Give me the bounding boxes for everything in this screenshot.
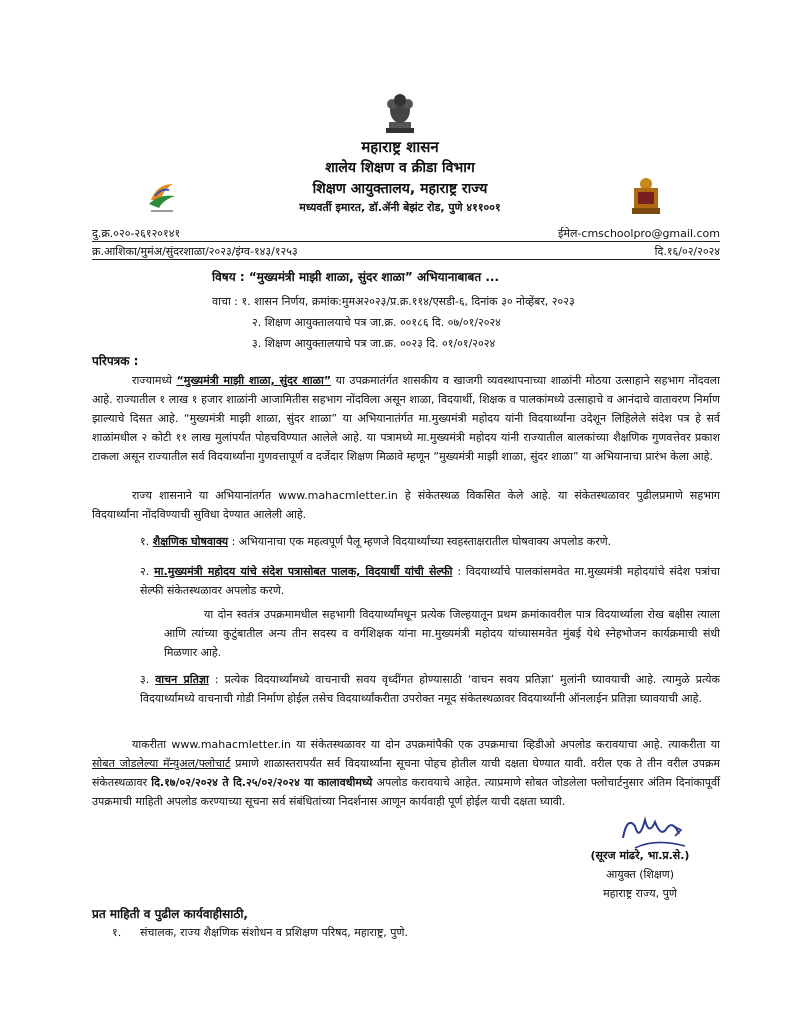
reference-1: वाचा : १. शासन निर्णय, क्रमांक:मुमअ२०२३/प्र.क्र.११४/एसडी-६, दिनांक ३० नोव्हेंबर, २०२३ bbox=[212, 295, 575, 308]
paragraph-3: या दोन स्वतंत्र उपक्रमामधील सहभागी विदयार्थ्यांमधून प्रत्येक जिल्हयातून प्रथम क्रमांकावरील पात्र विदयार्थ्याला रोख बक्षीस त्याला आणि त्यांच्या कुटुंबातील अन्य तीन सदस्य व वर्गशिक्षक यांना मा.मुख्यमंत्री महोदय यांच्यासमवेत मुंबई येथे स्नेहभोजन कार्यक्रमाची संधी मिळणार आहे. bbox=[164, 608, 720, 659]
paragraph-1: राज्यामध्ये “मुख्यमंत्री माझी शाळा, सुंदर शाळा” या उपक्रमातंर्गत शासकीय व खाजगी व्यवस्थापनाच्या शाळांनी मोठया उत्साहाने सहभाग नोंदवला आहे. राज्यातील १ लाख १ हजार शाळांनी आजामितीस सहभाग नोंदविला असून शाळा, विदयार्थी, शिक्षक व पालकांमध्ये उत्साहाचे व आनंदाचे वातावरण निर्माण झाल्याचे दिसत आहे. “मुख्यमंत्री माझी शाळा, सुंदर शाळा” या अभियानातंर्गत मा.मुख्यमंत्री महोदय यांनी विदयार्थ्यांना उदेशून लिहिलेले संदेश पत्र हे सर्व शाळांमधील २ कोटी ११ लाख मुलांपर्यंत पोहचविण्यात आलेले आहे. या पत्रामध्ये मा.मुख्यमंत्री महोदय यांनी राज्यातील बालकांच्या शैक्षणिक गुणवत्तेवर प्रकाश टाकला असून राज्यातील सर्व विदयार्थ्यांना गुणवत्तापूर्ण व दर्जेदार शिक्षण मिळावे म्हणून “मुख्यमंत्री माझी शाळा, सुंदर शाळा” या अभियानाचा प्रारंभ केला आहे. bbox=[92, 374, 720, 463]
header-email: ईमेल-cmschoolpro@gmail.com bbox=[558, 227, 720, 240]
reference-number: क्र.आशिका/मुमंअ/सुंदरशाळा/२०२३/इंग्व-१४३/१२५३ bbox=[92, 245, 298, 258]
copy-item-number: १. bbox=[112, 926, 122, 939]
copy-item-text: संचालक, राज्य शैक्षणिक संशोधन व प्रशिक्षण परिषद, महाराष्ट्र, पुणे. bbox=[140, 926, 408, 939]
header-line-3: शिक्षण आयुक्तालय, महाराष्ट्र राज्य bbox=[312, 181, 488, 197]
copy-label: प्रत माहिती व पुढील कार्यवाहीसाठी, bbox=[92, 907, 248, 921]
signatory-name: (सूरज मांढरे, भा.प्र.से.) bbox=[590, 849, 690, 862]
signatory-place: महाराष्ट्र राज्य, पुणे bbox=[603, 887, 677, 900]
header-line-2: शालेय शिक्षण व क्रीडा विभाग bbox=[325, 160, 475, 176]
header-line-1: महाराष्ट्र शासन bbox=[361, 138, 439, 156]
paragraph-4: याकरीता www.mahacmletter.in या संकेतस्थळावर या दोन उपक्रमांपैकी एक उपक्रमाचा व्हिडीओ अपलोड करावयाचा आहे. त्याकरीता या सोबत जोडलेल्या मॅन्युअल/फ्लोचार्ट प्रमाणे शाळास्तरापर्यंत सर्व विदयार्थ्यांना सूचना पोहच होतील याची दक्षता घेण्यात यावी. वरील एक ते तीन वरील उपक्रम संकेतस्थळावर दि.१७/०२/२०२४ ते दि.२५/०२/२०२४ या कालावधीमध्ये अपलोड करावयाचे आहेत. त्याप्रमाणे सोबत जोडलेला फ्लोचार्टनुसार अंतिम दिनांकापूर्वी उपक्रमाची माहिती अपलोड करण्याच्या सूचना सर्व संबंधितांच्या निदर्शनास आणून कार्यवाही पूर्ण होईल याची दक्षता घ्यावी. bbox=[92, 738, 721, 808]
national-emblem-icon bbox=[380, 92, 420, 136]
signatory-title: आयुक्त (शिक्षण) bbox=[605, 868, 675, 881]
paragraph-2: राज्य शासनाने या अभियानांतर्गत www.mahacmletter.in हे संकेतस्थळ विकसित केले आहे. या संकेतस्थळावर पुढीलप्रमाणे सहभाग विदयार्थ्यांना नोंदविण्याची सुविधा देण्यात आलेली आहे. bbox=[92, 489, 720, 521]
education-logo-icon bbox=[145, 178, 179, 216]
circular-label: परिपत्रक : bbox=[92, 354, 139, 368]
reference-2: २. शिक्षण आयुक्तालयाचे पत्र जा.क्र. ००१८६ दि. ०७/०१/२०२४ bbox=[252, 316, 501, 329]
list-item-1: १. शैक्षणिक घोषवाक्य : अभियानाचा एक महत्वपूर्ण पैलू म्हणजे विदयार्थ्यांच्या स्वहस्ताक्षरातील घोषवाक्य अपलोड करणे. bbox=[140, 535, 612, 548]
subject: विषय : “मुख्यमंत्री माझी शाळा, सुंदर शाळा” अभियानाबाबत ... bbox=[212, 270, 500, 284]
list-item-2: २. मा.मुख्यमंत्री महोदय यांचे संदेश पत्रासोबत पालक, विदयार्थी यांची सेल्फी : विदयार्थ्यांचे पालकांसमवेत मा.मुख्यमंत्री महोदयांचे संदेश पत्रांचा सेल्फी संकेतस्थळावर अपलोड करणे. bbox=[140, 565, 720, 597]
seal-logo-icon bbox=[628, 174, 664, 218]
letter-date: दि.१६/०२/२०२४ bbox=[654, 245, 720, 258]
header-divider-1 bbox=[92, 241, 720, 242]
header-address: मध्यवर्ती इमारत, डॉ.ॲनी बेझंट रोड, पुणे ४११००१ bbox=[299, 201, 501, 214]
reference-3: ३. शिक्षण आयुक्तालयाचे पत्र जा.क्र. ००२३ दि. ०१/०१/२०२४ bbox=[252, 337, 496, 350]
header-phone: दु.क्र.०२०-२६१२०१४१ bbox=[92, 227, 181, 240]
header-divider-2 bbox=[92, 259, 720, 260]
list-item-3: ३. वाचन प्रतिज्ञा : प्रत्येक विदयार्थ्यांमध्ये वाचनाची सवय वृध्दींगत होण्यासाठी ‘वाचन सवय प्रतिज्ञा’ मुलांनी घ्यावयाची आहे. त्यामुळे प्रत्येक विदयार्थ्यांमध्ये वाचनाची गोडी निर्माण होईल तसेच विदयार्थ्यांकरीता उपरोक्त नमूद संकेतस्थळावर विदयार्थ्यांनी ऑनलाईन प्रतिज्ञा घ्यावयाची आहे. bbox=[140, 673, 720, 705]
